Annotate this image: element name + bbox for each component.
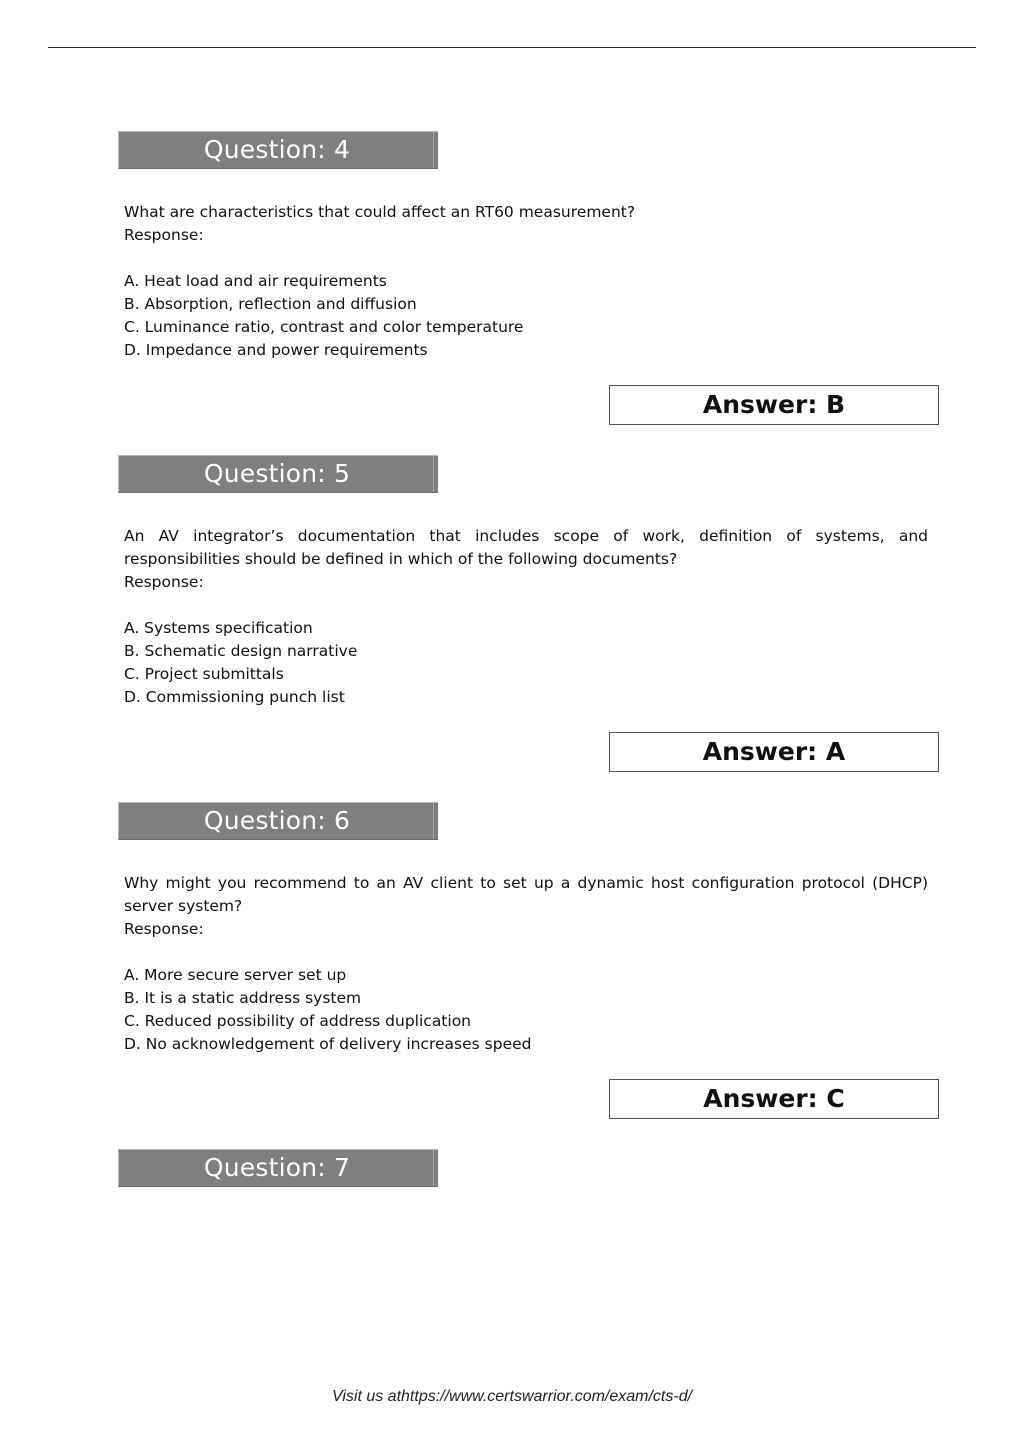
question-stem: Why might you recommend to an AV client to set up a dynamic host configuration protocol (DHCP) server system? (124, 874, 928, 915)
page-top-rule (48, 47, 976, 48)
option-c: C. Project submittals (124, 665, 284, 683)
footer-visit-link[interactable]: Visit us athttps://www.certswarrior.com/exam/cts-d/ (331, 1388, 693, 1405)
response-label: Response: (124, 573, 204, 591)
option-b: B. Absorption, reflection and diffusion (124, 295, 417, 313)
response-label: Response: (124, 226, 204, 244)
option-d: D. No acknowledgement of delivery increases speed (124, 1035, 532, 1053)
question-body (124, 872, 928, 1056)
question-header (118, 131, 438, 169)
answer-box (609, 1079, 939, 1119)
option-list (124, 617, 928, 709)
answer-text: Answer: C (703, 1084, 845, 1113)
option-list (124, 964, 928, 1056)
answer-text: Answer: A (702, 737, 846, 766)
option-b: B. Schematic design narrative (124, 642, 358, 660)
question-body (124, 525, 928, 709)
option-a: A. More secure server set up (124, 966, 347, 984)
option-c: C. Reduced possibility of address duplication (124, 1012, 472, 1030)
option-d: D. Commissioning punch list (124, 688, 345, 706)
option-a: A. Heat load and air requirements (124, 272, 387, 290)
question-number: Question: 7 (203, 1153, 351, 1182)
question-stem: What are characteristics that could affect an RT60 measurement? (124, 203, 636, 221)
answer-text: Answer: B (702, 390, 846, 419)
answer-box (609, 385, 939, 425)
question-header (118, 455, 438, 493)
option-a: A. Systems specification (124, 619, 313, 637)
response-label: Response: (124, 920, 204, 938)
question-number: Question: 5 (203, 459, 351, 488)
option-list (124, 270, 928, 362)
question-body (124, 201, 928, 362)
question-number: Question: 4 (203, 135, 351, 164)
question-stem: An AV integrator’s documentation that includes scope of work, definition of systems, and responsibilities should be defined in which of the following documents? (124, 527, 928, 568)
question-number: Question: 6 (203, 806, 351, 835)
option-c: C. Luminance ratio, contrast and color temperature (124, 318, 524, 336)
question-header (118, 802, 438, 840)
option-b: B. It is a static address system (124, 989, 362, 1007)
answer-box (609, 732, 939, 772)
question-header (118, 1149, 438, 1187)
option-d: D. Impedance and power requirements (124, 341, 428, 359)
